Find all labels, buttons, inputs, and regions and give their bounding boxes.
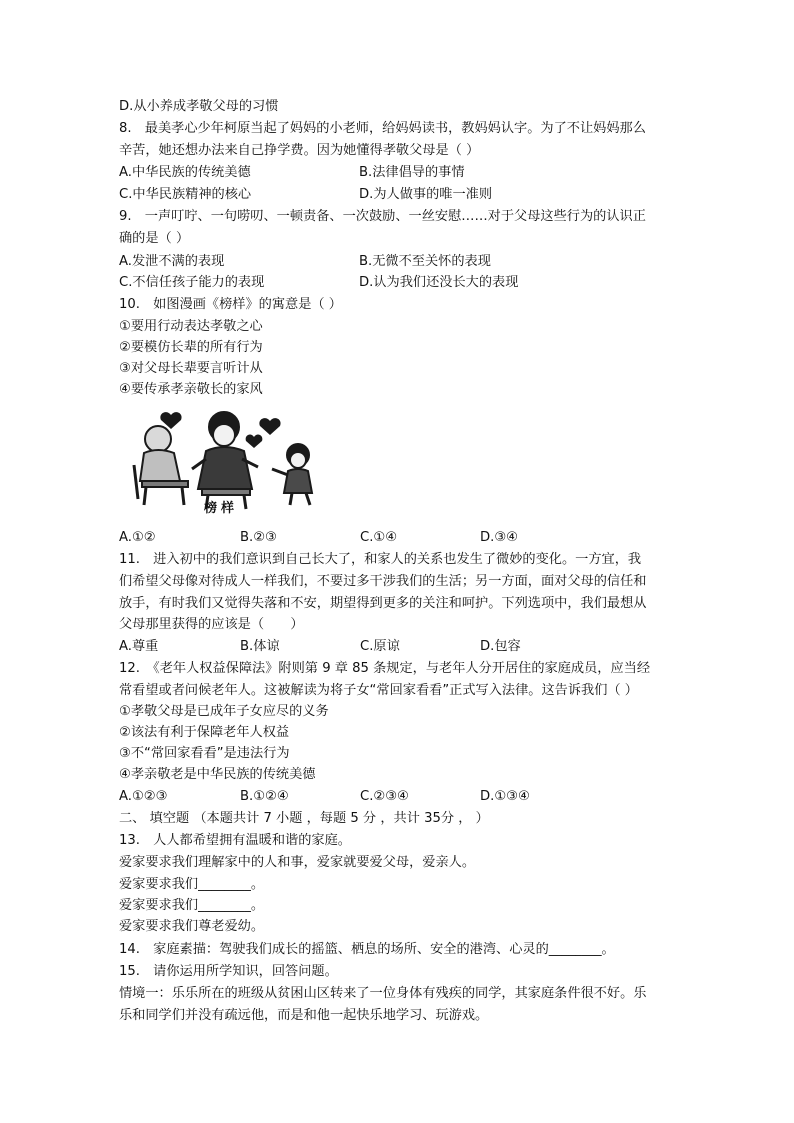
q15-stem: 15. 请你运用所学知识，回答问题。 <box>119 964 338 979</box>
q10-statement-2: ②要模仿长辈的所有行为 <box>119 340 263 355</box>
q7-option-d: D.从小养成孝敬父母的习惯 <box>119 99 279 114</box>
q8-option-a: A.中华民族的传统美德 <box>119 165 251 180</box>
q8-option-d: D.为人做事的唯一准则 <box>359 187 493 202</box>
q12-stem-line2: 常看望或者问候老年人。这被解读为将子女“常回家看看”正式写入法律。这告诉我们（ ） <box>119 683 638 698</box>
q8-option-c: C.中华民族精神的核心 <box>119 187 252 202</box>
q11-option-d: D.包容 <box>480 639 521 654</box>
cartoon-role-model <box>120 405 335 517</box>
q12-option-b: B.①②④ <box>240 789 289 804</box>
section-two-heading: 二、 填空题 （本题共计 7 小题 ，每题 5 分 ，共计 35分 ， ） <box>119 811 489 826</box>
q13-stem: 13. 人人都希望拥有温暖和谐的家庭。 <box>119 833 351 848</box>
q8-stem-line2: 辛苦，她还想办法来自己挣学费。因为她懂得孝敬父母是（ ） <box>119 143 480 158</box>
q10-option-b: B.②③ <box>240 530 277 545</box>
q11-option-b: B.体谅 <box>240 639 280 654</box>
q13-line-4: 爱家要求我们尊老爱幼。 <box>119 919 265 934</box>
q12-option-d: D.①③④ <box>480 789 530 804</box>
q10-statement-4: ④要传承孝亲敬长的家风 <box>119 382 263 397</box>
q8-option-b: B.法律倡导的事情 <box>359 165 465 180</box>
child-figure <box>272 444 312 505</box>
q11-option-c: C.原谅 <box>360 639 400 654</box>
q12-statement-4: ④孝亲敬老是中华民族的传统美德 <box>119 767 316 782</box>
q12-stem-line1: 12. 《老年人权益保障法》附则第 9 章 85 条规定，与老年人分开居住的家庭成员，应当经 <box>119 661 651 676</box>
q15-scenario-line1: 情境一：乐乐所在的班级从贫困山区转来了一位身体有残疾的同学，其家庭条件很不好。乐 <box>119 986 647 1001</box>
q9-stem-line2: 确的是（ ） <box>119 231 190 246</box>
q10-option-a: A.①② <box>119 530 156 545</box>
q11-stem-line3: 放手，有时我们又觉得失落和不安，期望得到更多的关注和呵护。下列选项中，我们最想从 <box>119 596 647 611</box>
q8-stem-line1: 8. 最美孝心少年柯原当起了妈妈的小老师，给妈妈读书，教妈妈认字。为了不让妈妈那么 <box>119 121 646 136</box>
q10-statement-3: ③对父母长辈要言听计从 <box>119 361 263 376</box>
q10-option-d: D.③④ <box>480 530 518 545</box>
q14-stem: 14. 家庭素描：驾驶我们成长的摇篮、栖息的场所、安全的港湾、心灵的________。 <box>119 942 615 957</box>
cartoon-caption: 榜样 <box>204 501 239 516</box>
q13-line-1: 爱家要求我们理解家中的人和事，爱家就要爱父母，爱亲人。 <box>119 855 476 870</box>
q10-statement-1: ①要用行动表达孝敬之心 <box>119 319 263 334</box>
q12-statement-2: ②该法有利于保障老年人权益 <box>119 725 290 740</box>
q9-stem-line1: 9. 一声叮咛、一句唠叨、一顿责备、一次鼓励、一丝安慰……对于父母这些行为的认识正 <box>119 209 646 224</box>
q12-option-c: C.②③④ <box>360 789 409 804</box>
q15-scenario-line2: 乐和同学们并没有疏远他，而是和他一起快乐地学习、玩游戏。 <box>119 1008 489 1023</box>
q10-stem: 10. 如图漫画《榜样》的寓意是（ ） <box>119 297 342 312</box>
q13-blank-1: 爱家要求我们________。 <box>119 877 265 892</box>
q11-stem-line4: 父母那里获得的应该是（ ） <box>119 617 304 632</box>
q9-option-c: C.不信任孩子能力的表现 <box>119 275 265 290</box>
q12-option-a: A.①②③ <box>119 789 168 804</box>
mother-figure <box>192 412 258 509</box>
q11-stem-line2: 们希望父母像对待成人一样我们，不要过多干涉我们的生活；另一方面，面对父母的信任和 <box>119 574 647 589</box>
q9-option-a: A.发泄不满的表现 <box>119 254 225 269</box>
q9-option-b: B.无微不至关怀的表现 <box>359 254 491 269</box>
q9-option-d: D.认为我们还没长大的表现 <box>359 275 519 290</box>
q12-statement-1: ①孝敬父母是已成年子女应尽的义务 <box>119 704 329 719</box>
q10-option-c: C.①④ <box>360 530 398 545</box>
grandmother-figure <box>134 426 188 505</box>
q11-stem-line1: 11. 进入初中的我们意识到自己长大了，和家人的关系也发生了微妙的变化。一方宜，我 <box>119 552 642 567</box>
q11-option-a: A.尊重 <box>119 639 159 654</box>
q13-blank-2: 爱家要求我们________。 <box>119 898 265 913</box>
q12-statement-3: ③不“常回家看看”是违法行为 <box>119 746 290 761</box>
